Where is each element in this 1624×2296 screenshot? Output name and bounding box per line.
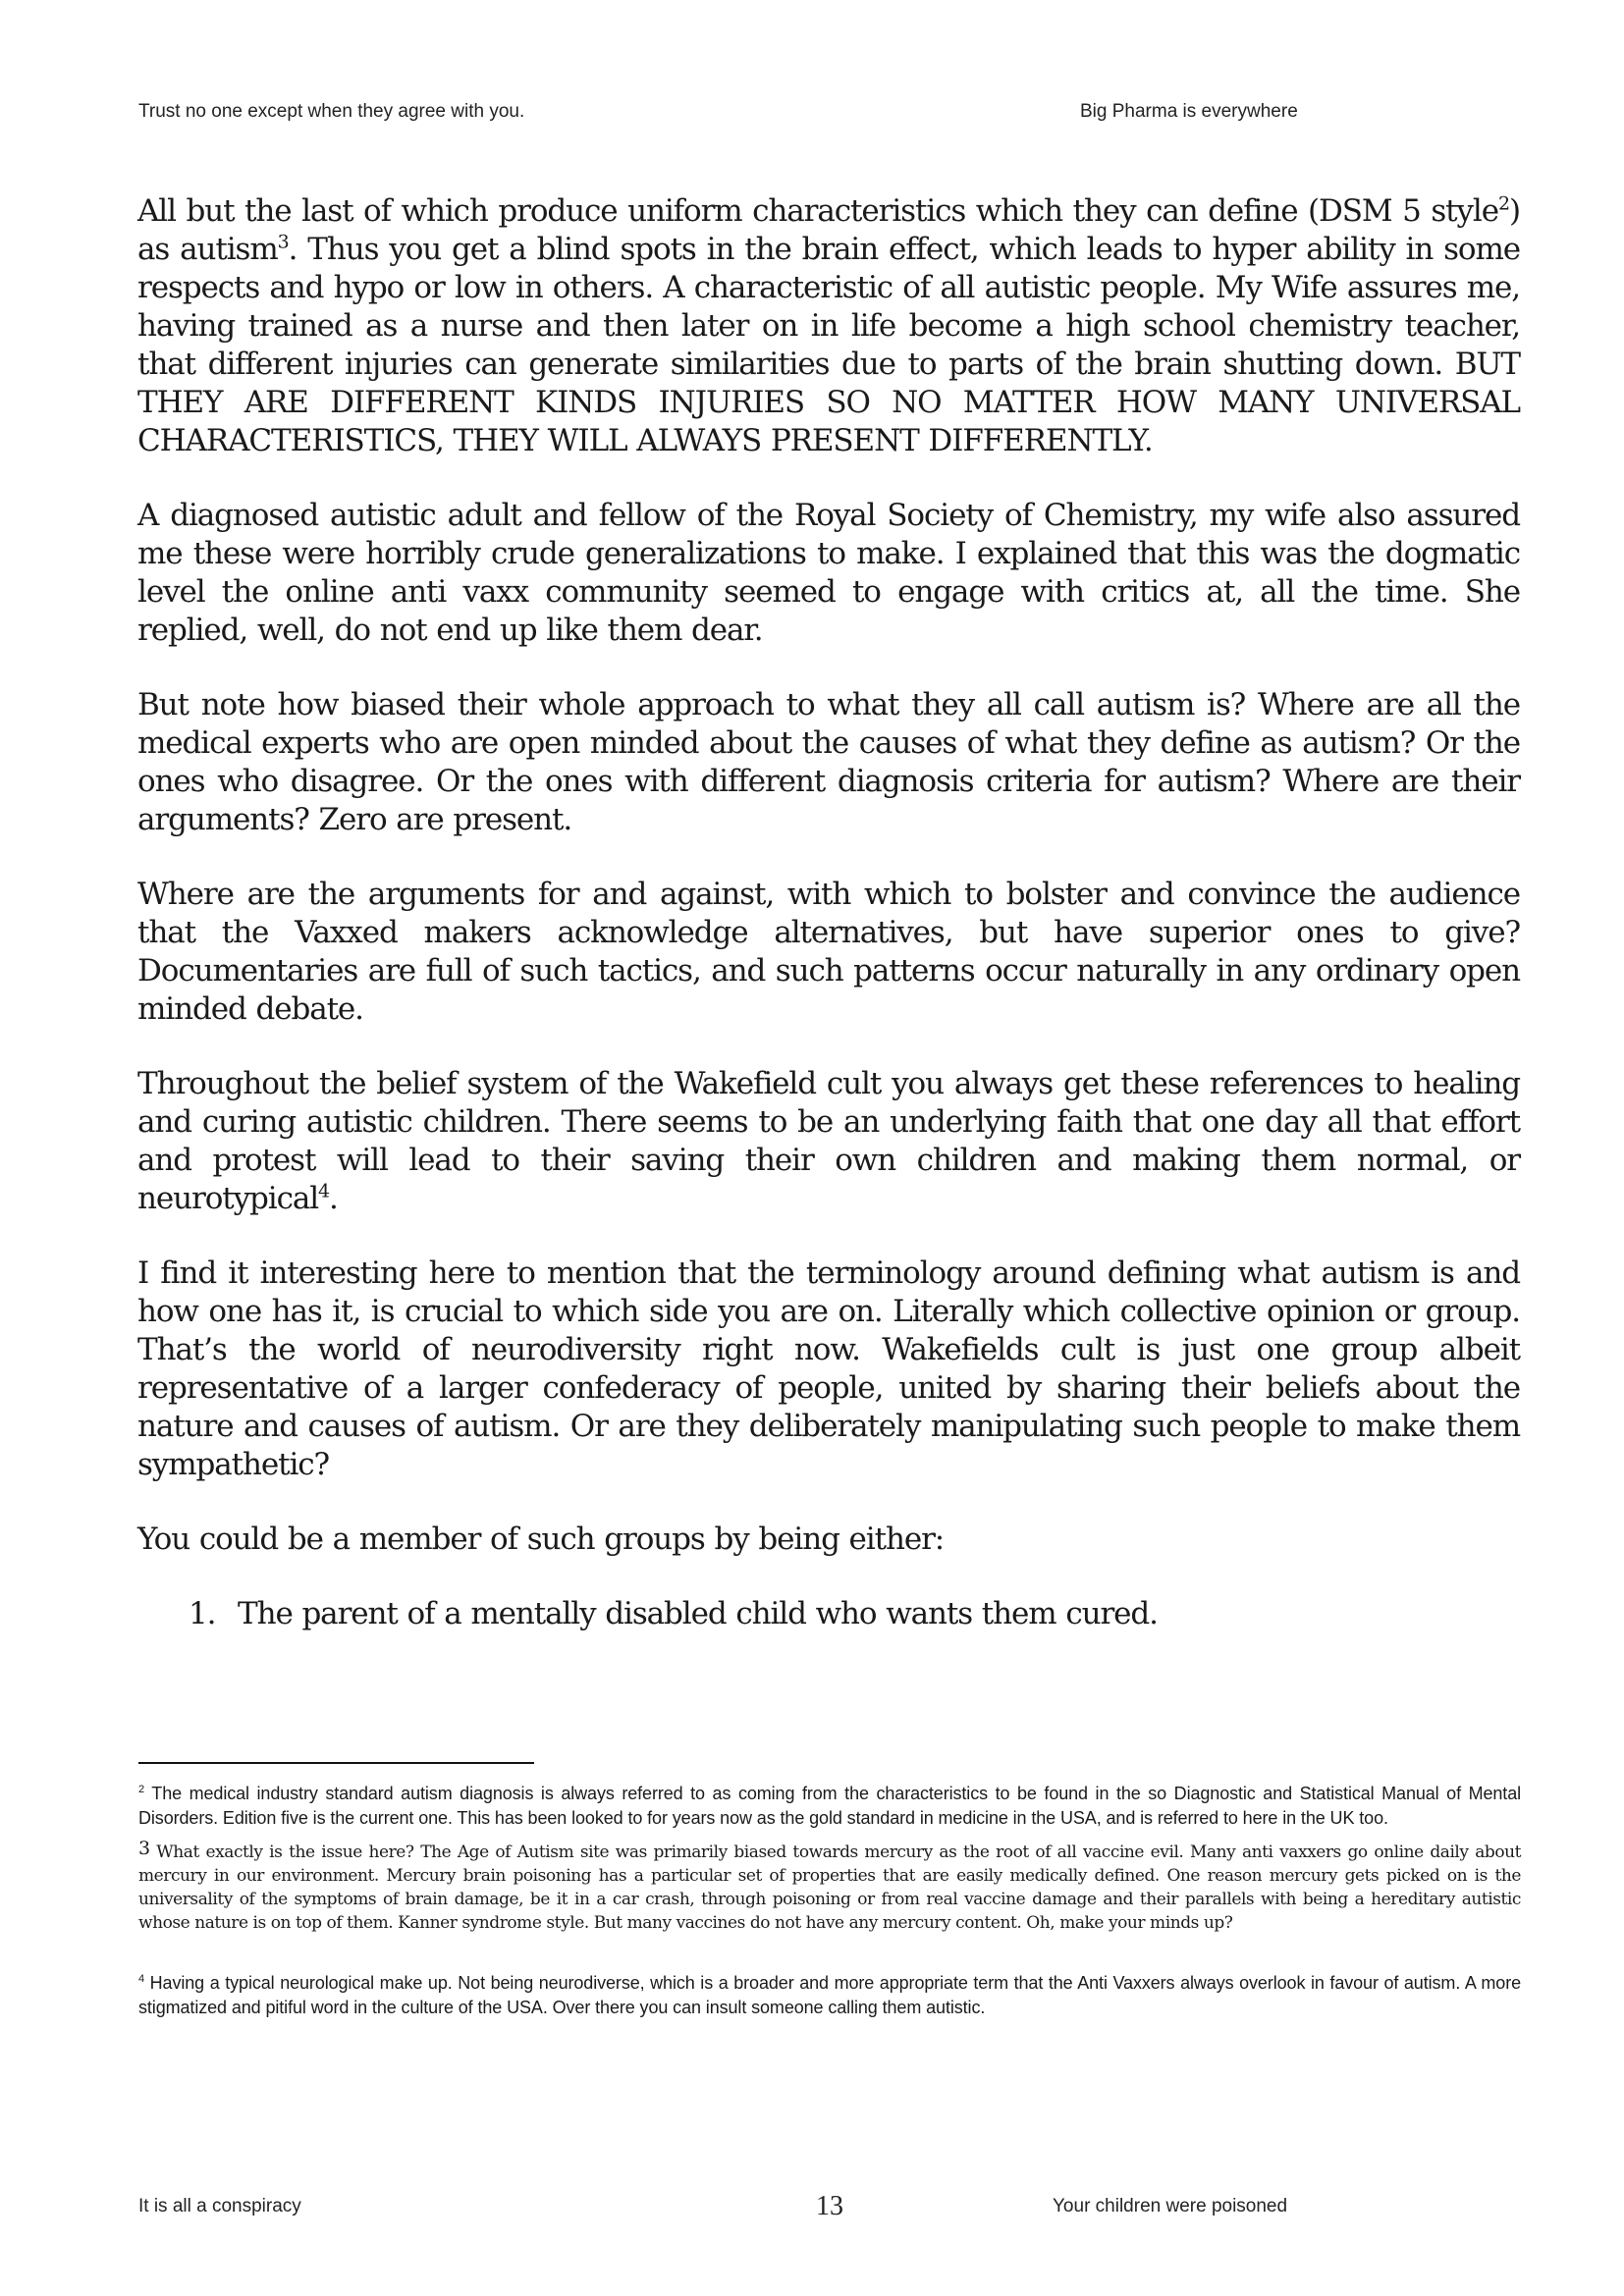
footnote-2-mark: 2 [138,1784,145,1795]
paragraph-7: You could be a member of such groups by being either: [137,1522,945,1557]
page-number: 13 [816,2191,843,2221]
footnote-4-text: Having a typical neurological make up. Not being neurodiverse, which is a broader and more appropriate term that the Anti Vaxxers always overlook in favour of autism. A more stigmatized and pitiful word in the culture of the USA. Over there you can insult someone calling them autistic. [138,1973,1521,2017]
footnote-4-mark: 4 [138,1973,145,1985]
paragraph-5-part-2: . [329,1181,338,1216]
footnotes [138,1782,1521,2020]
list-item-text: The parent of a mentally disabled child who wants them cured. [238,1596,1158,1631]
footnote-2 [138,1782,1521,1831]
running-header-left: Trust no one except when they agree with you. [138,101,525,122]
running-footer-right: Your children were poisoned [1053,2196,1288,2216]
paragraph-5-part-1: Throughout the belief system of the Wakefield cult you always get these references to healing and curing autistic children. There seems to be an underlying faith that one day all that effort and protest will lead to their saving their own children and making them normal, or neurotypical [137,1066,1520,1216]
paragraph-6: I find it interesting here to mention that the terminology around defining what autism is and how one has it, is crucial to which side you are on. Literally which collective opinion or group. That’s the world of neurodiversity right now. Wakefields cult is just one group albeit representative of a larger confederacy of people, united by sharing their beliefs about the nature and causes of autism. Or are they deliberately manipulating such people to make them sympathetic? [137,1255,1520,1482]
paragraph-1-part-1: All but the last of which produce uniform characteristics which they can define (DSM 5 style [137,193,1498,229]
numbered-list [137,1595,1520,1633]
running-header-right: Big Pharma is everywhere [1080,101,1298,122]
running-footer-left: It is all a conspiracy [138,2196,301,2216]
footnote-ref-2[interactable]: 2 [1498,192,1509,215]
footnote-ref-4[interactable]: 4 [318,1180,330,1202]
footnote-ref-3[interactable]: 3 [277,231,289,253]
footnote-4 [138,1971,1521,2020]
footnote-separator [138,1762,534,1764]
paragraph-1-part-2: ) as autism [137,193,1520,267]
paragraph-4: Where are the arguments for and against, with which to bolster and convince the audience that the Vaxxed makers acknowledge alternatives, but have superior ones to give? Documentaries are full of such tactics, and such patterns occur naturally in any ordinary open minded debate. [137,877,1520,1027]
body-text [137,192,1520,1633]
paragraph-3: But note how biased their whole approach to what they all call autism is? Where are all the medical experts who are open minded about the causes of what they define as autism? Or the ones who disagree. Or the ones with different diagnosis criteria for autism? Where are their arguments? Zero are present. [137,687,1520,837]
footnote-3 [138,1838,1521,1935]
paragraph-1 [137,192,1520,460]
paragraph-1-part-3: . Thus you get a blind spots in the brain effect, which leads to hyper ability in some respects and hypo or low in others. A characteristic of all autistic people. My Wife assures me, having trained as a nurse and then later on in life become a high school chemistry teacher, that different injuries can generate similarities due to parts of the brain shutting down. BUT THEY ARE DIFFERENT KINDS INJURIES SO NO MATTER HOW MANY UNIVERSAL CHARACTERISTICS, THEY WILL ALWAYS PRESENT DIFFERENTLY. [137,232,1521,458]
paragraph-2: A diagnosed autistic adult and fellow of the Royal Society of Chemistry, my wife also assured me these were horribly crude generalizations to make. I explained that this was the dogmatic level the online anti vaxx community seemed to engage with critics at, all the time. She replied, well, do not end up like them dear. [137,498,1520,648]
list-item-number: 1. [189,1596,216,1631]
list-item [189,1595,1520,1633]
footnote-3-mark: 3 [138,1838,150,1859]
paragraph-5 [137,1065,1520,1218]
footnote-3-text: What exactly is the issue here? The Age of Autism site was primarily biased towards mercury as the root of all vaccine evil. Many anti vaxxers go online daily about mercury in our environment. Mercury brain poisoning has a particular set of properties that are easily medically defined. One reason mercury gets picked on is the universality of the symptoms of brain damage, be it in a car crash, through poisoning or from real vaccine damage and their parallels with being a hereditary autistic whose nature is on top of them. Kanner syndrome style. But many vaccines do not have any mercury content. Oh, make your minds up? [138,1842,1521,1933]
footnote-2-text: The medical industry standard autism diagnosis is always referred to as coming from the characteristics to be found in the so Diagnostic and Statistical Manual of Mental Disorders. Edition five is the current one. This has been looked to for years now as the gold standard in medicine in the USA, and is referred to here in the UK too. [138,1784,1521,1828]
